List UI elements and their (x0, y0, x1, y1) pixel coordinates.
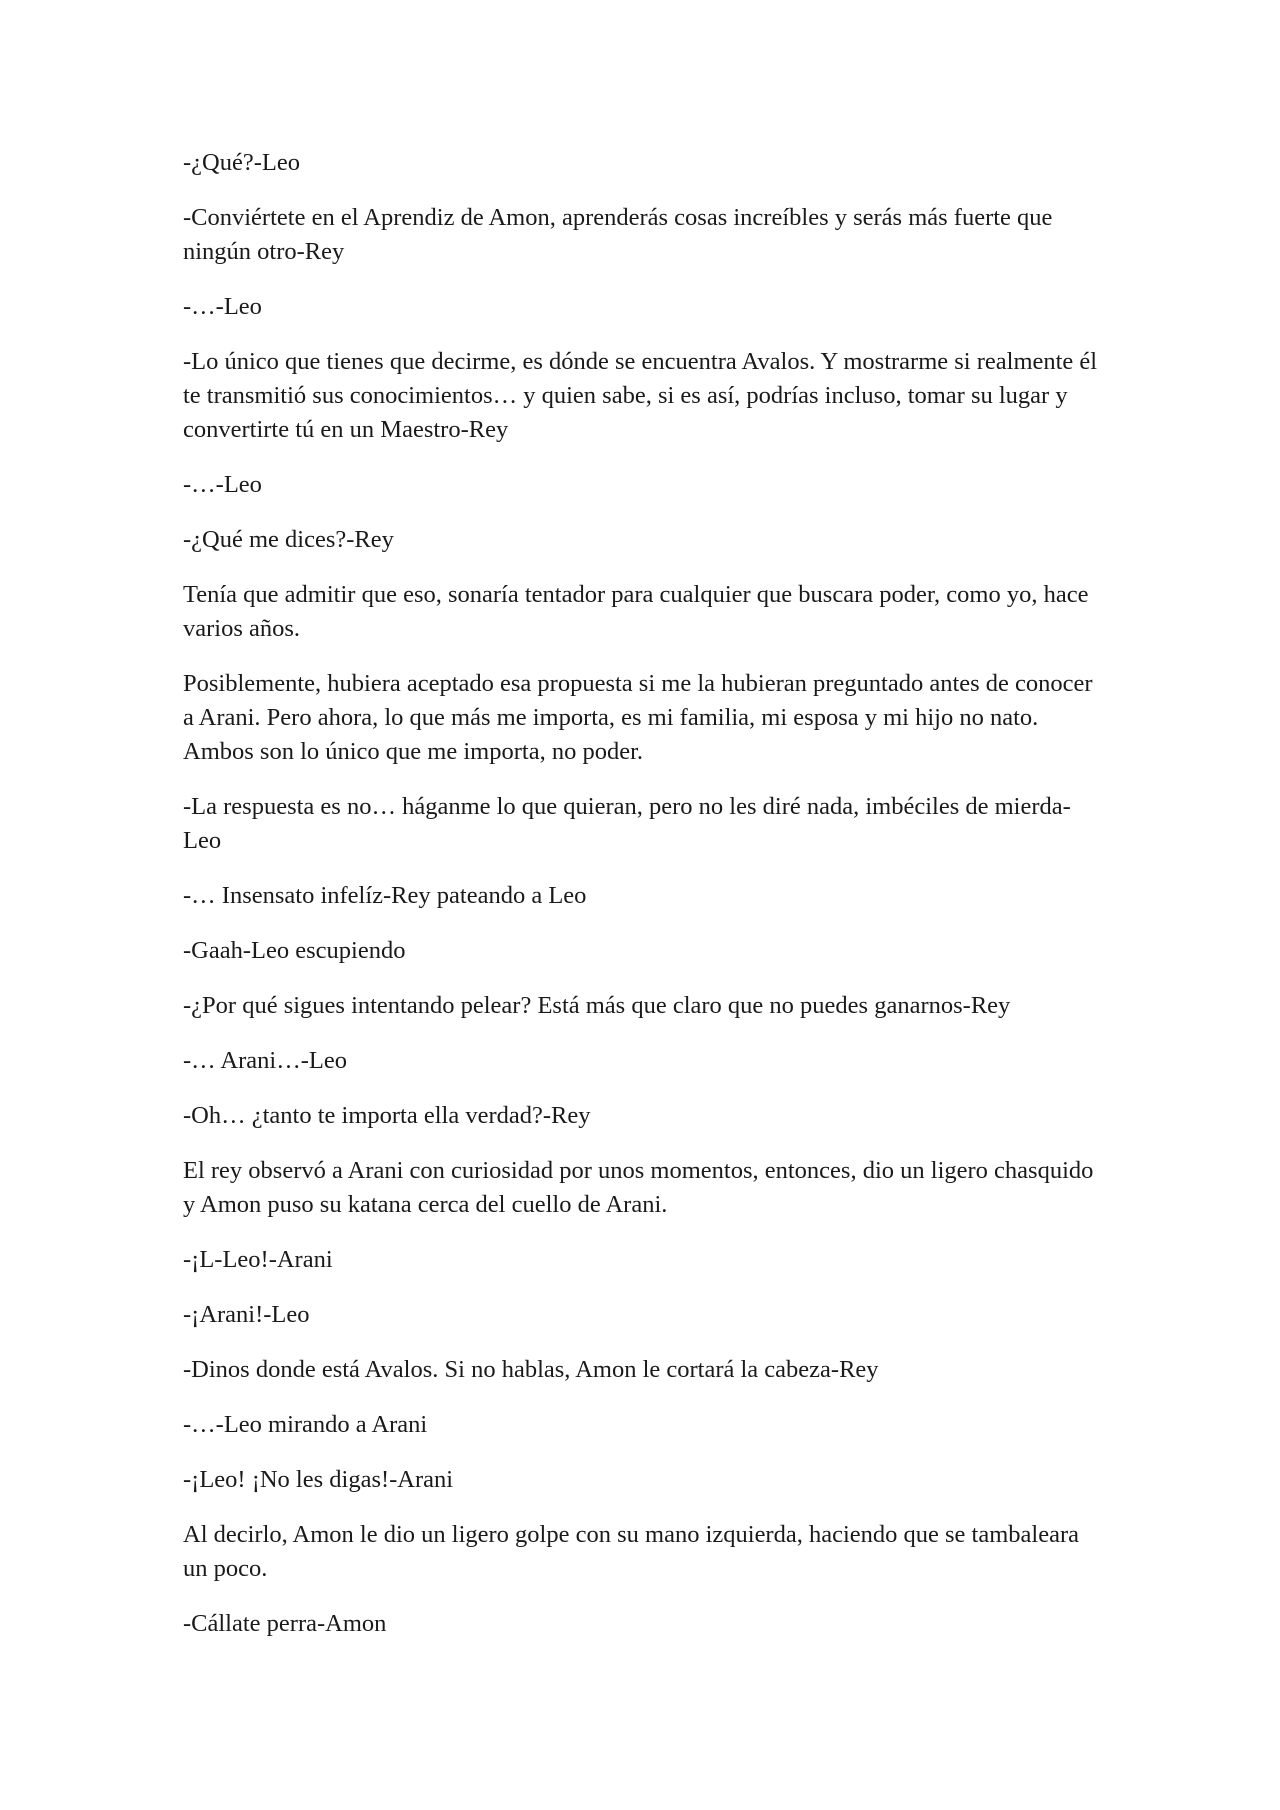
paragraph: Al decirlo, Amon le dio un ligero golpe con su mano izquierda, haciendo que se tambaleara un poco. (183, 1521, 1080, 1582)
paragraph: -Cállate perra-Amon (183, 1610, 387, 1637)
paragraph: -Gaah-Leo escupiendo (183, 937, 406, 964)
paragraph: -¿Qué?-Leo (183, 149, 300, 176)
paragraph: -…-Leo (183, 471, 262, 498)
paragraph: -Lo único que tienes que decirme, es dónde se encuentra Avalos. Y mostrarme si realmente él te transmitió sus conocimientos… y quien sabe, si es así, podrías incluso, tomar su lugar y convertirte tú en un Maestro-Rey (183, 348, 1098, 443)
paragraph: Tenía que admitir que eso, sonaría tentador para cualquier que buscara poder, como yo, hace varios años. (183, 581, 1089, 642)
paragraph: -¡L-Leo!-Arani (183, 1246, 333, 1273)
paragraph: -¿Qué me dices?-Rey (183, 526, 394, 553)
document-body (183, 146, 1098, 1662)
paragraph: -Dinos donde está Avalos. Si no hablas, Amon le cortará la cabeza-Rey (183, 1356, 879, 1383)
paragraph: -… Arani…-Leo (183, 1047, 347, 1074)
paragraph: -La respuesta es no… háganme lo que quieran, pero no les diré nada, imbéciles de mierda-Leo (183, 793, 1071, 854)
paragraph: -…-Leo mirando a Arani (183, 1411, 428, 1438)
paragraph: -¡Arani!-Leo (183, 1301, 310, 1328)
paragraph: Posiblemente, hubiera aceptado esa propuesta si me la hubieran preguntado antes de conocer a Arani. Pero ahora, lo que más me importa, es mi familia, mi esposa y mi hijo no nato. Ambos son lo único que me importa, no poder. (183, 670, 1093, 765)
paragraph: -… Insensato infelíz-Rey pateando a Leo (183, 882, 587, 909)
paragraph: -Conviértete en el Aprendiz de Amon, aprenderás cosas increíbles y serás más fuerte que ningún otro-Rey (183, 204, 1053, 265)
paragraph: -Oh… ¿tanto te importa ella verdad?-Rey (183, 1102, 591, 1129)
paragraph: -…-Leo (183, 293, 262, 320)
paragraph: -¡Leo! ¡No les digas!-Arani (183, 1466, 454, 1493)
paragraph: -¿Por qué sigues intentando pelear? Está más que claro que no puedes ganarnos-Rey (183, 992, 1011, 1019)
paragraph: El rey observó a Arani con curiosidad por unos momentos, entonces, dio un ligero chasquido y Amon puso su katana cerca del cuello de Arani. (183, 1157, 1094, 1218)
